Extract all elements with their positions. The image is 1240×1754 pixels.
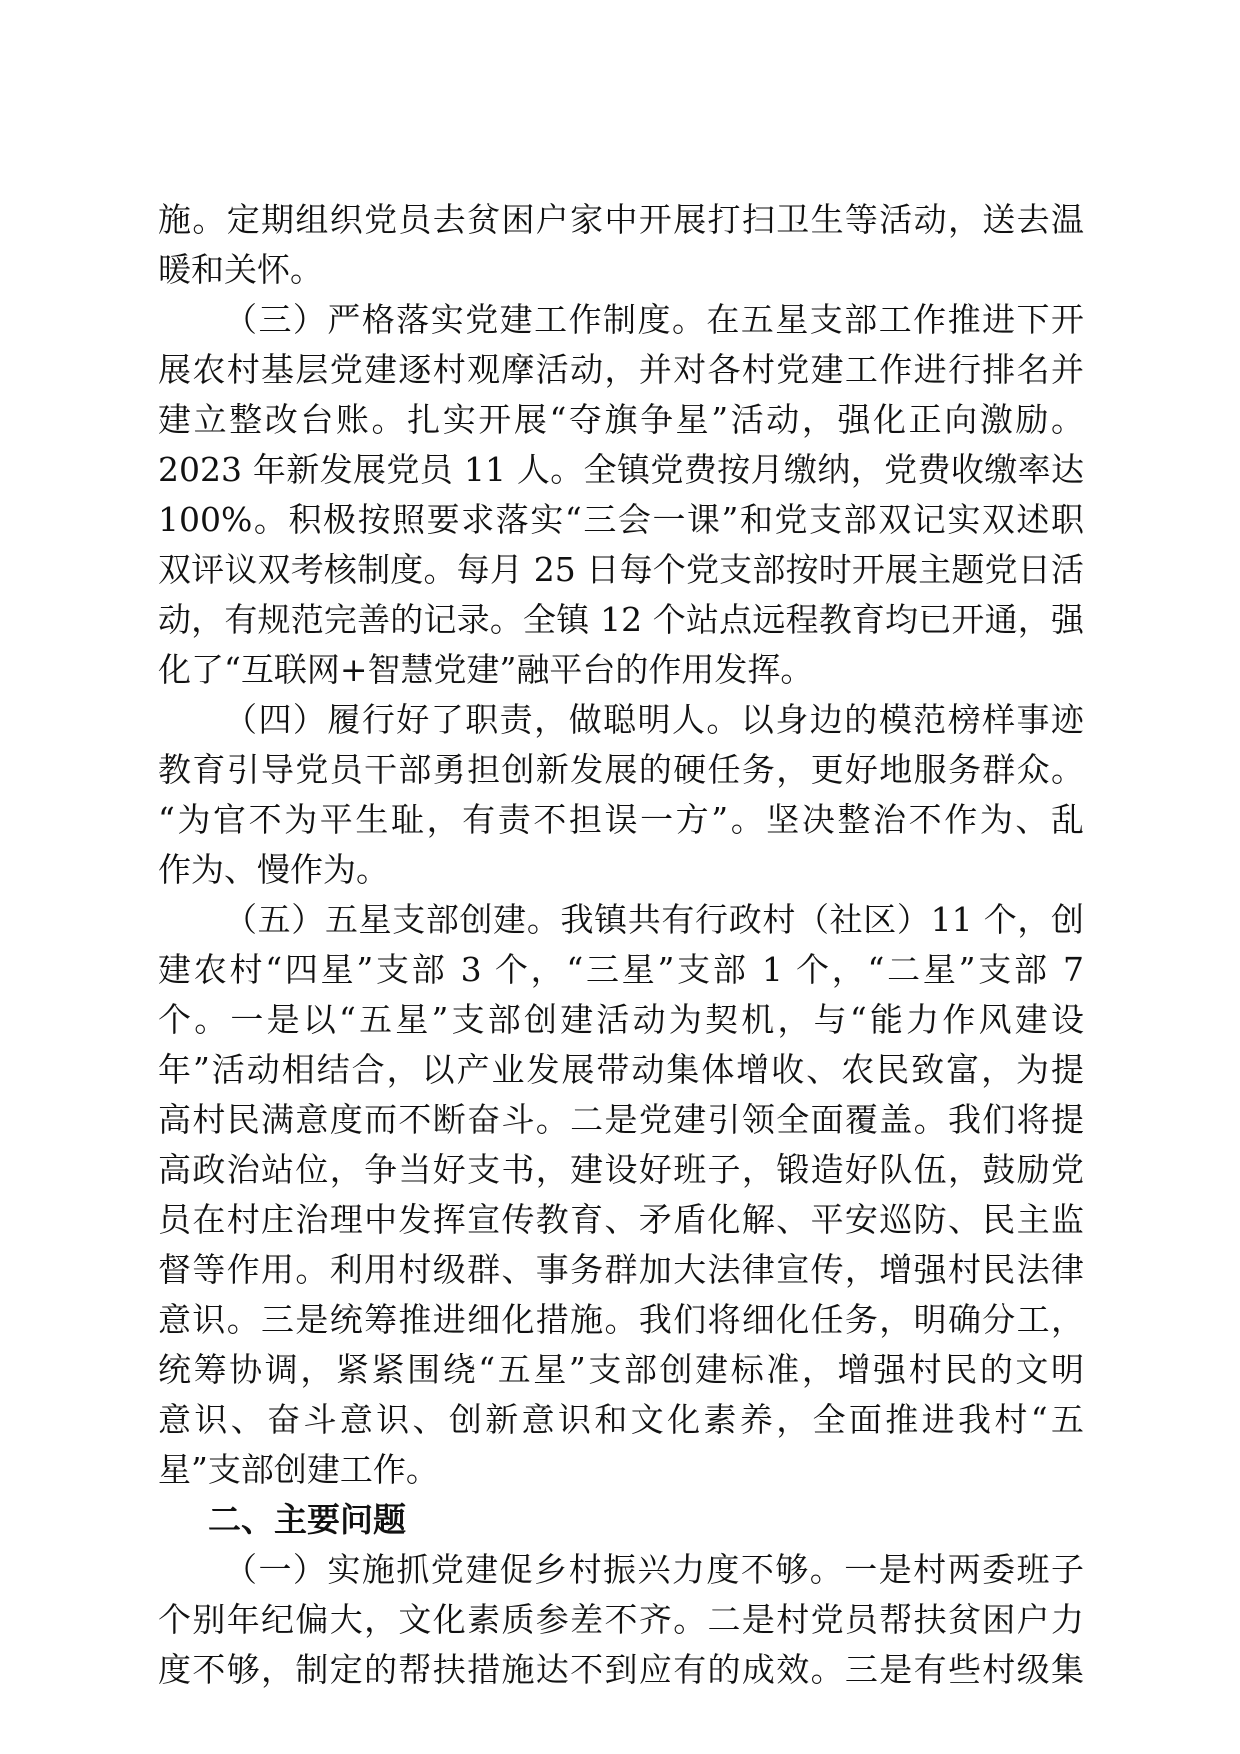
paragraph-line: 动，有规范完善的记录。全镇 12 个站点远程教育均已开通，强 xyxy=(158,600,1084,639)
paragraph-line: 统筹协调，紧紧围绕“五星”支部创建标准，增强村民的文明 xyxy=(158,1350,1084,1389)
paragraph-line: 个。一是以“五星”支部创建活动为契机，与“能力作风建设 xyxy=(158,1000,1084,1039)
paragraph-line: 2023 年新发展党员 11 人。全镇党费按月缴纳，党费收缴率达 xyxy=(158,450,1084,489)
paragraph-line: 100%。积极按照要求落实“三会一课”和党支部双记实双述职 xyxy=(158,500,1084,539)
paragraph-line: 化了“互联网+智慧党建”融平台的作用发挥。 xyxy=(158,650,814,689)
paragraph-line: （一）实施抓党建促乡村振兴力度不够。一是村两委班子 xyxy=(224,1550,1084,1589)
paragraph-line: 星”支部创建工作。 xyxy=(158,1450,439,1489)
section-heading: 二、主要问题 xyxy=(208,1500,406,1539)
paragraph-line: 意识、奋斗意识、创新意识和文化素养，全面推进我村“五 xyxy=(158,1400,1084,1439)
paragraph-line: 建农村“四星”支部 3 个，“三星”支部 1 个，“二星”支部 7 xyxy=(158,950,1084,989)
paragraph-line: 双评议双考核制度。每月 25 日每个党支部按时开展主题党日活 xyxy=(158,550,1084,589)
document-body xyxy=(158,195,1084,1695)
paragraph-line: （四）履行好了职责，做聪明人。以身边的模范榜样事迹 xyxy=(224,700,1084,739)
paragraph-line: 意识。三是统筹推进细化措施。我们将细化任务，明确分工， xyxy=(158,1300,1084,1339)
paragraph-line: 高村民满意度而不断奋斗。二是党建引领全面覆盖。我们将提 xyxy=(158,1100,1084,1139)
paragraph-line: 度不够，制定的帮扶措施达不到应有的成效。三是有些村级集 xyxy=(158,1650,1084,1689)
paragraph-line: 个别年纪偏大，文化素质参差不齐。二是村党员帮扶贫困户力 xyxy=(158,1600,1084,1639)
paragraph-line: 施。定期组织党员去贫困户家中开展打扫卫生等活动，送去温 xyxy=(158,200,1084,239)
paragraph-line: （三）严格落实党建工作制度。在五星支部工作推进下开 xyxy=(224,300,1084,339)
paragraph-line: （五）五星支部创建。我镇共有行政村（社区）11 个，创 xyxy=(224,900,1084,939)
paragraph-line: 暖和关怀。 xyxy=(158,250,323,289)
paragraph-line: 员在村庄治理中发挥宣传教育、矛盾化解、平安巡防、民主监 xyxy=(158,1200,1084,1239)
paragraph-line: 作为、慢作为。 xyxy=(158,850,389,889)
paragraph-line: 展农村基层党建逐村观摩活动，并对各村党建工作进行排名并 xyxy=(158,350,1084,389)
paragraph-line: “为官不为平生耻，有责不担误一方”。坚决整治不作为、乱 xyxy=(158,800,1084,839)
paragraph-line: 高政治站位，争当好支书，建设好班子，锻造好队伍，鼓励党 xyxy=(158,1150,1084,1189)
paragraph-line: 年”活动相结合，以产业发展带动集体增收、农民致富，为提 xyxy=(158,1050,1084,1089)
paragraph-line: 教育引导党员干部勇担创新发展的硬任务，更好地服务群众。 xyxy=(158,750,1084,789)
paragraph-line: 建立整改台账。扎实开展“夺旗争星”活动，强化正向激励。 xyxy=(158,400,1084,439)
paragraph-line: 督等作用。利用村级群、事务群加大法律宣传，增强村民法律 xyxy=(158,1250,1084,1289)
